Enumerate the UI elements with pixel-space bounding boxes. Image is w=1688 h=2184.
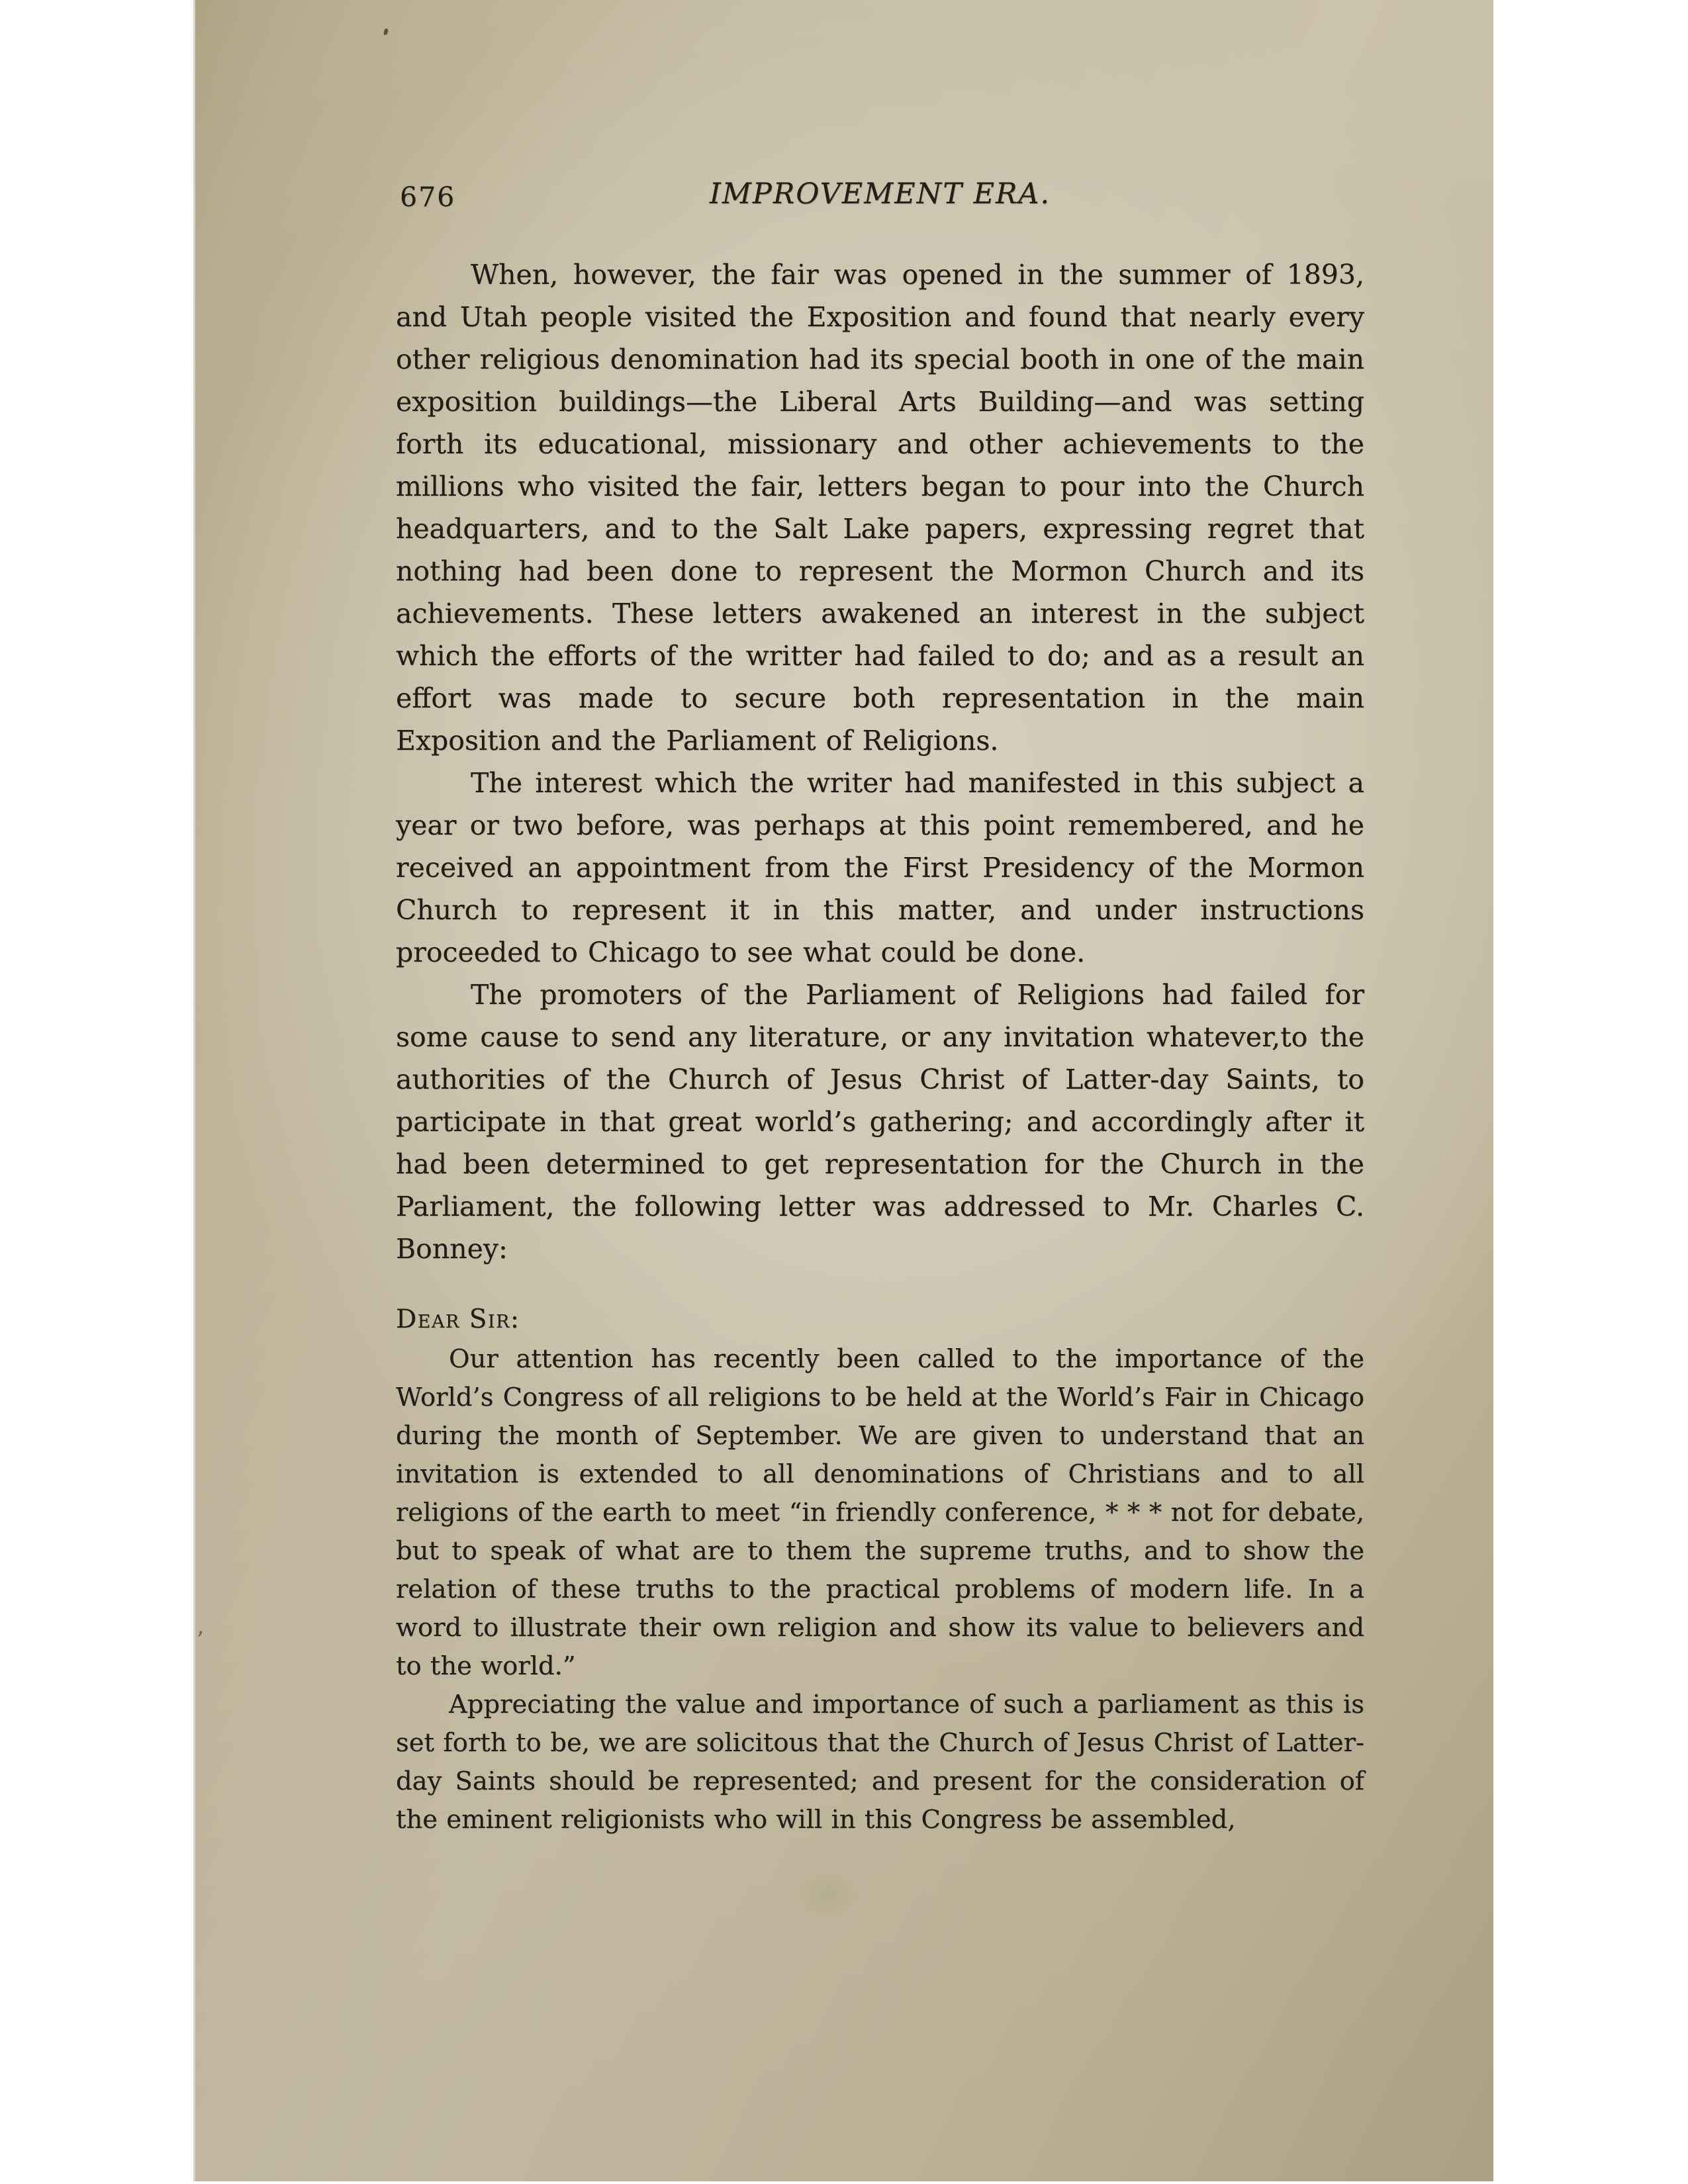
scan-ink-speck xyxy=(383,28,389,35)
letter-paragraph: Our attention has recently been called to the importance of the World’s Congress of all religions to be held at the World’s Fair in Chicago during the month of September. We are given to understand that an invitation is extended to all denominations of Christians and to all religions of the earth to meet “in friendly conference, * * * not for debate, but to speak of what are to them the supreme truths, and to show the relation of these truths to the practical problems of modern life. In a word to illustrate their own religion and show its value to believers and to the world.” xyxy=(396,1344,1364,1681)
body-paragraph: The interest which the writer had manifested in this subject a year or two before, was perhaps at this point remembered, and he received an appointment from the First Presidency of the Mormon Church to represent it in this matter, and under instructions proceeded to Chicago to see what could be done. xyxy=(396,767,1364,968)
scanned-page xyxy=(193,0,1493,2181)
journal-title: IMPROVEMENT ERA. xyxy=(709,177,1051,210)
letter-salutation: Dear Sir: xyxy=(396,1304,520,1334)
body-paragraph: The promoters of the Parliament of Religions had failed for some cause to send any literature, or any invitation whatever,to the authorities of the Church of Jesus Christ of Latter-day Saints, to participate in that great world’s gathering; and accordingly after it had been determined to get representation for the Church in the Parliament, the following letter was addressed to Mr. Charles C. Bonney: xyxy=(396,979,1364,1265)
scan-stain xyxy=(798,1873,857,1917)
letter-paragraph: Appreciating the value and importance of such a parliament as this is set forth to be, we are solicitous that the Church of Jesus Christ of Latter-day Saints should be represented; and present for the consideration of the eminent religionists who will in this Congress be assembled, xyxy=(396,1690,1364,1835)
scan-margin-mark: ’ xyxy=(197,1627,204,1653)
page-number: 676 xyxy=(400,181,456,213)
body-paragraph: When, however, the fair was opened in the summer of 1893, and Utah people visited the Exposition and found that nearly every other religious denomination had its special booth in one of the main exposition buildings—the Liberal Arts Building—and was setting forth its educational, missionary and other achievements to the millions who visited the fair, letters began to pour into the Church headquarters, and to the Salt Lake papers, expressing regret that nothing had been done to represent the Mormon Church and its achievements. These letters awakened an interest in the subject which the efforts of the writter had failed to do; and as a result an effort was made to secure both representation in the main Exposition and the Parliament of Religions. xyxy=(396,259,1364,756)
page-body xyxy=(396,0,1364,1839)
